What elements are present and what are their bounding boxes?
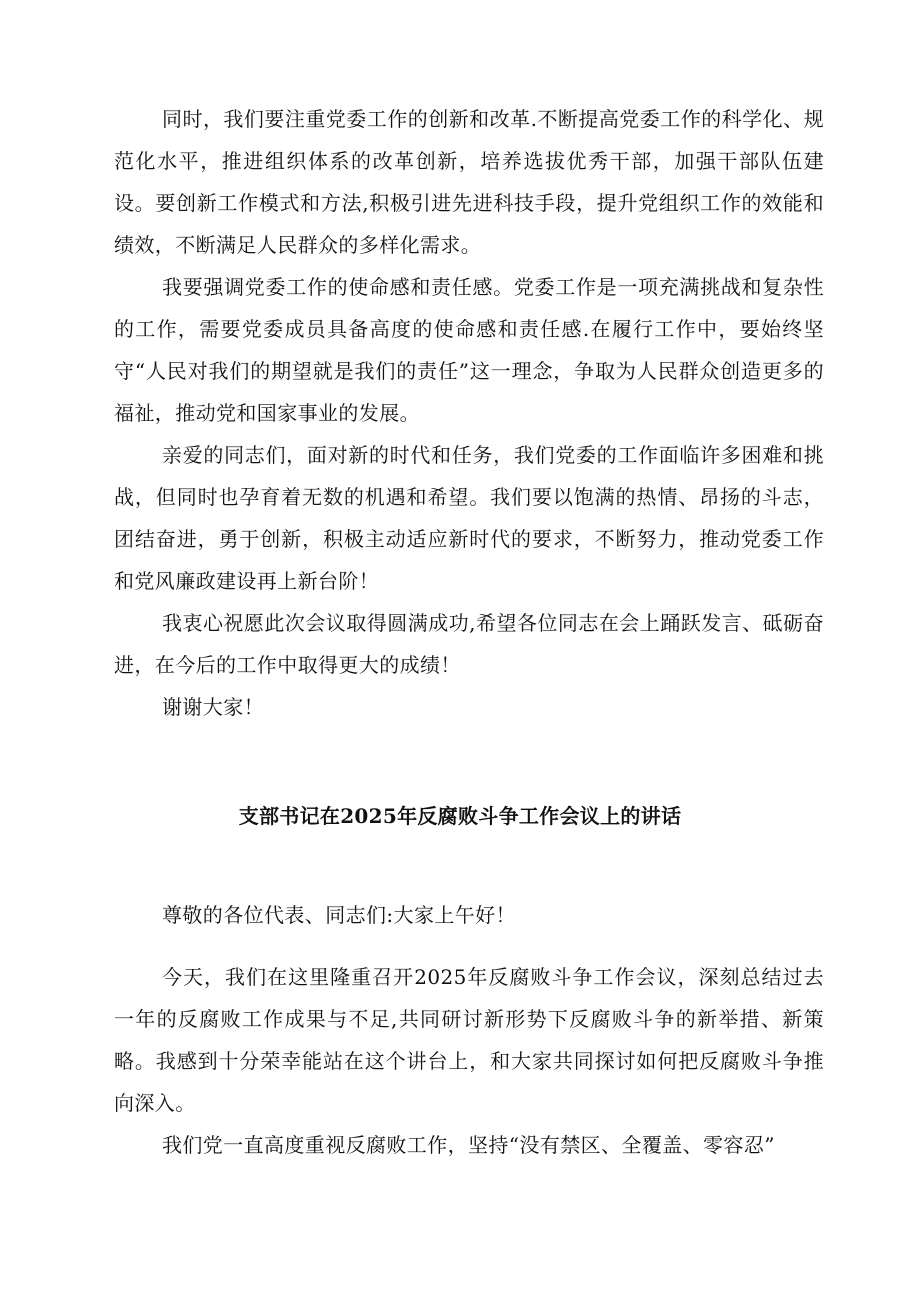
paragraph-party-commitment: 我们党一直高度重视反腐败工作，坚持“没有禁区、全覆盖、零容忍”	[162, 1133, 775, 1157]
paragraph-wishes: 我衷心祝愿此次会议取得圆满成功,希望各位同志在会上踊跃发言、砥砺奋进，在今后的工作中取得更大的成绩！	[114, 611, 824, 677]
paragraph-opening: 今天，我们在这里隆重召开2025年反腐败斗争工作会议，深刻总结过去一年的反腐败工作成果与不足,共同研讨新形势下反腐败斗争的新举措、新策略。我感到十分荣幸能站在这个讲台上，和大家共同探讨如何把反腐败斗争推向深入。	[114, 965, 824, 1115]
paragraph-mission: 我要强调党委工作的使命感和责任感。党委工作是一项充满挑战和复杂性的工作，需要党委成员具备高度的使命感和责任感.在履行工作中，要始终坚守“人民对我们的期望就是我们的责任”这一理念，争取为人民群众创造更多的福祉，推动党和国家事业的发展。	[114, 275, 824, 425]
speech-title: 支部书记在2025年反腐败斗争工作会议上的讲话	[238, 804, 682, 828]
paragraph-comrades: 亲爱的同志们，面对新的时代和任务，我们党委的工作面临许多困难和挑战，但同时也孕育着无数的机遇和希望。我们要以饱满的热情、昂扬的斗志，团结奋进，勇于创新，积极主动适应新时代的要求，不断努力，推动党委工作和党风廉政建设再上新台阶！	[114, 443, 824, 593]
paragraph-thanks: 谢谢大家！	[162, 695, 264, 719]
paragraph-innovation: 同时，我们要注重党委工作的创新和改革.不断提高党委工作的科学化、规范化水平，推进组织体系的改革创新，培养选拔优秀干部，加强干部队伍建设。要创新工作模式和方法,积极引进先进科技手段，提升党组织工作的效能和绩效，不断满足人民群众的多样化需求。	[114, 107, 824, 257]
greeting: 尊敬的各位代表、同志们:大家上午好！	[162, 903, 516, 927]
